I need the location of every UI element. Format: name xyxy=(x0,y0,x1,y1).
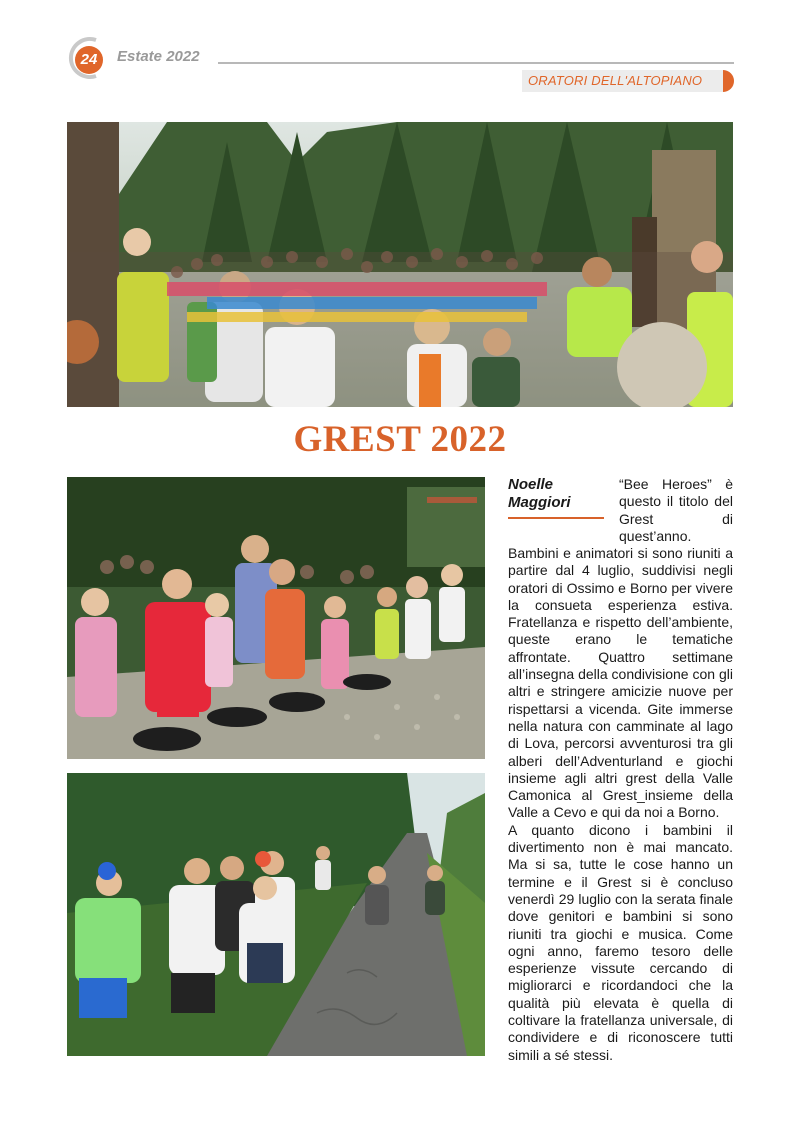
group-photo-hike xyxy=(67,773,485,1056)
article-lead: “Bee Heroes” è questo il titolo del Grest di quest’anno. xyxy=(619,476,733,544)
article-body xyxy=(508,545,733,1064)
section-tag-label: ORATORI DELL'ALTOPIANO xyxy=(528,73,703,88)
page-number: 24 xyxy=(80,51,98,68)
article-paragraph: A quanto dicono i bambini il divertimento non è mai mancato. Ma si sa, tutte le cose hanno un termine e il Grest si è concluso venerdì 29 luglio con la serata finale dove genitori e bambini si sono riuniti tra giochi e musica. Come ogni anno, faremo tesoro delle esperienze vissute cercando di migliorarci e ricordandoci che la qualità più elevata è quella di coltivare la fratellanza universale, di condividere e di riconoscere tutti simili a sé stessi. xyxy=(508,821,733,1063)
section-tag-cap xyxy=(723,70,734,92)
header-divider xyxy=(218,62,734,64)
article-paragraph: Bambini e animatori si sono riuniti a partire dal 4 luglio, suddivisi negli oratori di Ossimo e Borno per vivere la consueta esperienza estiva. Fratellanza e rispetto dell’ambiente, queste erano le tematiche affrontate. Quattro settimane all’insegna della condivisione con gli altri e stringere amicizie nuove per rispettarsi a vicenda. Gite immerse nella natura con camminate al lago di Lova, percorsi avventurosi tra gli alberi dell’Adventurland e giochi insieme agli altri grest della Valle Camonica al Grest_insieme della Valle a Cevo e qui da noi a Borno. xyxy=(508,545,733,821)
author-divider xyxy=(508,517,604,519)
article-title: GREST 2022 xyxy=(293,419,507,460)
group-photo-forest xyxy=(67,122,733,407)
group-photo-courtyard xyxy=(67,477,485,759)
author-name: Noelle Maggiori xyxy=(508,476,571,511)
issue-title: Estate 2022 xyxy=(117,48,200,65)
section-tag xyxy=(522,70,734,92)
